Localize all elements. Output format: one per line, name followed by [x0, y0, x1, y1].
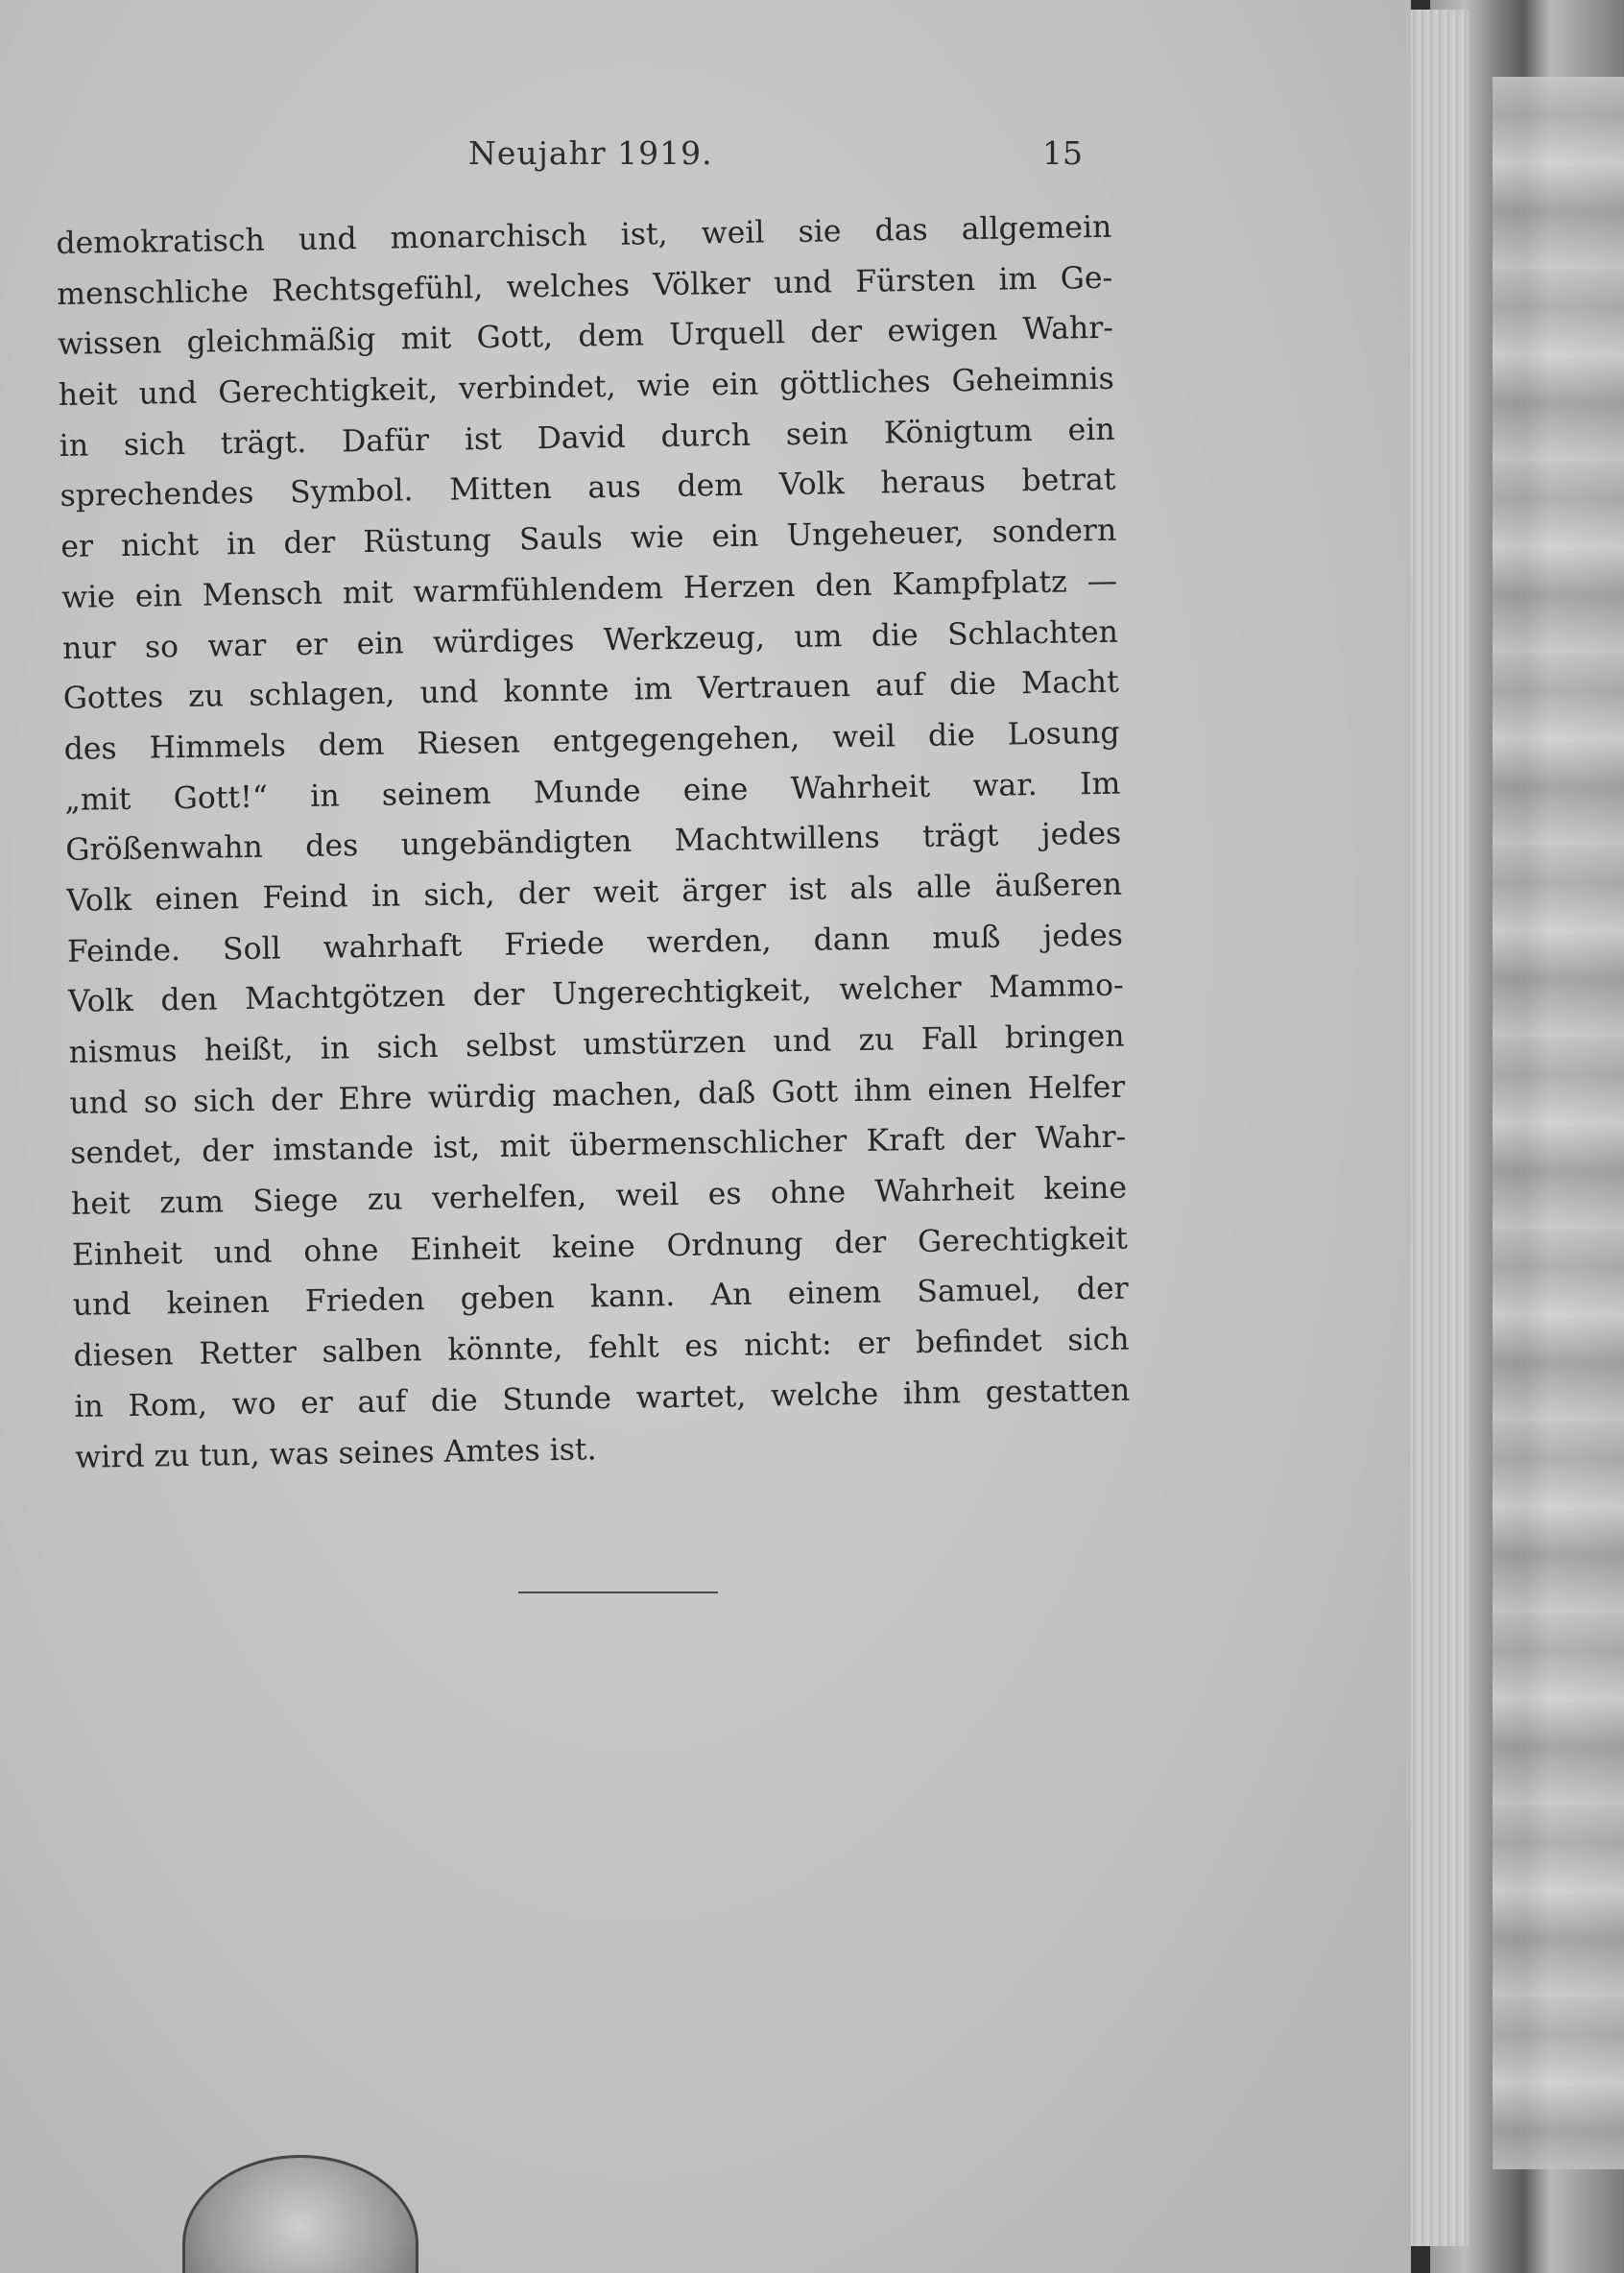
text-line: und keinen Frieden geben kann. An einem Samuel, der [72, 1272, 1129, 1324]
page-number: 15 [1042, 134, 1083, 172]
text-line: heit und Gerechtigkeit, verbindet, wie ein göttliches Geheimnis [58, 361, 1115, 414]
text-line: Volk einen Feind in sich, der weit ärger ist als alle äußeren [65, 867, 1123, 919]
text-line: sprechendes Symbol. Mitten aus dem Volk heraus betrat [60, 463, 1116, 514]
end-rule [518, 1591, 718, 1593]
text-line: wie ein Mensch mit warmfühlendem Herzen den Kampfplatz — [60, 563, 1118, 615]
text-line: er nicht in der Rüstung Sauls wie ein Ungeheuer, sondern [60, 513, 1117, 565]
torn-page-edges [1493, 77, 1624, 2169]
body-text [56, 203, 1132, 1483]
text-line: und so sich der Ehre würdig machen, daß Gott ihm einen Helfer [69, 1069, 1126, 1121]
text-line: in sich trägt. Dafür ist David durch sein Königtum ein [59, 412, 1115, 464]
text-line: Einheit und ohne Einheit keine Ordnung der Gerechtigkeit [71, 1221, 1129, 1273]
text-line: heit zum Siege zu verhelfen, weil es ohne Wahrheit keine [70, 1170, 1128, 1222]
text-line: Feinde. Soll wahrhaft Friede werden, dann muß jedes [66, 918, 1124, 969]
text-line: „mit Gott!“ in seinem Munde eine Wahrheit war. Im [64, 766, 1121, 818]
running-head [0, 134, 1411, 182]
text-line: in Rom, wo er auf die Stunde wartet, welche ihm gestatten [74, 1373, 1131, 1424]
text-line: demokratisch und monarchisch ist, weil sie das allgemein [56, 209, 1112, 261]
text-line: Größenwahn des ungebändigten Machtwillens trägt jedes [65, 816, 1122, 869]
text-line: nur so war er ein würdiges Werkzeug, um die Schlachten [61, 614, 1119, 666]
running-title: Neujahr 1919. [468, 134, 713, 172]
text-line: wissen gleichmäßig mit Gott, dem Urquell der ewigen Wahr- [57, 311, 1114, 363]
text-line: menschliche Rechtsgefühl, welches Völker und Fürsten im Ge- [56, 260, 1113, 312]
text-line: nismus heißt, in sich selbst umstürzen und zu Fall bringen [68, 1018, 1125, 1070]
text-line: Gottes zu schlagen, und konnte im Vertrauen auf die Macht [62, 664, 1120, 717]
text-line: sendet, der imstande ist, mit übermenschlicher Kraft der Wahr- [70, 1119, 1127, 1172]
text-line: diesen Retter salben könnte, fehlt es nicht: er befindet sich [73, 1322, 1130, 1374]
text-line: Volk den Machtgötzen der Ungerechtigkeit, welcher Mammo- [67, 968, 1124, 1020]
text-line-last: wird zu tun, was seines Amtes ist. [74, 1431, 597, 1475]
text-line: des Himmels dem Riesen entgegengehen, weil die Losung [63, 715, 1120, 767]
